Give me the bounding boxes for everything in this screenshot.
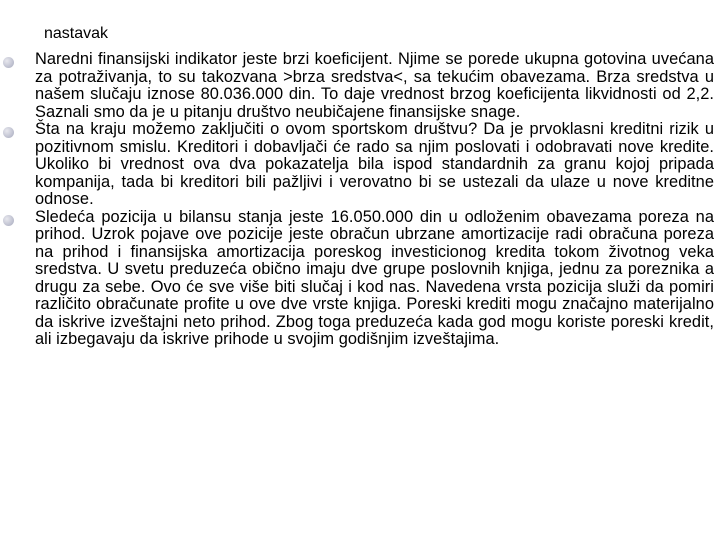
bullet-text: Sledeća pozicija u bilansu stanja jeste 16.050.000 din u odloženim obavezama poreza na prihod. Uzrok pojave ove pozicije jeste obračun ubrzane amortizacije radi obračuna poreza na prihod i finansijska amortizacija poreskog investicionog kredita tokom životnog veka sredstva. U svetu preduzeća obično imaju dve grupe poslovnih knjiga, jednu za poreznika a drugu za sebe. Ovo će sve više biti slučaj i kod nas. Navedena vrsta pozicija služi da pomiri različito obračunate profite u ove dve vrste knjiga. Poreski krediti mogu značajno materijalno da iskrive izveštajni neto prihod. Zbog toga preduzeća kada god mogu koriste poreski kredit, ali izbegavaju da iskrive prihode u svojim godišnjim izveštajima. bbox=[35, 207, 714, 348]
bullet-text: Šta na kraju možemo zaključiti o ovom sportskom društvu? Da je prvoklasni kreditni rizik u pozitivnom smislu. Kreditori i dobavljači će rado sa njim poslovati i odobravati nove kredite. Ukoliko bi vrednost ova dva pokazatelja bila ispod standardnih za granu kojoj pripada kompanija, tada bi kreditori bili pažljivi i verovatno bi se ustezali da ulaze u nove kreditne odnose. bbox=[35, 120, 714, 208]
bullet-item bbox=[0, 209, 720, 349]
bullet-text: Naredni finansijski indikator jeste brzi koeficijent. Njime se porede ukupna gotovina uvećana za potraživanja, to su takozvana >brza sredstva<, sa tekućim obavezama. Brza sredstva u našem slučaju iznose 80.036.000 din. To daje vrednost brzog koeficijenta likvidnosti od 2,2. Saznali smo da je u pitanju društvo neubičajene finansijske snage. bbox=[35, 50, 714, 121]
circle-bullet-icon bbox=[3, 215, 14, 226]
bullet-item bbox=[0, 51, 720, 121]
circle-bullet-icon bbox=[3, 57, 14, 68]
circle-bullet-icon bbox=[3, 127, 14, 138]
bullet-item bbox=[0, 121, 720, 209]
bullet-list bbox=[0, 51, 720, 349]
slide-title: nastavak bbox=[44, 25, 109, 42]
